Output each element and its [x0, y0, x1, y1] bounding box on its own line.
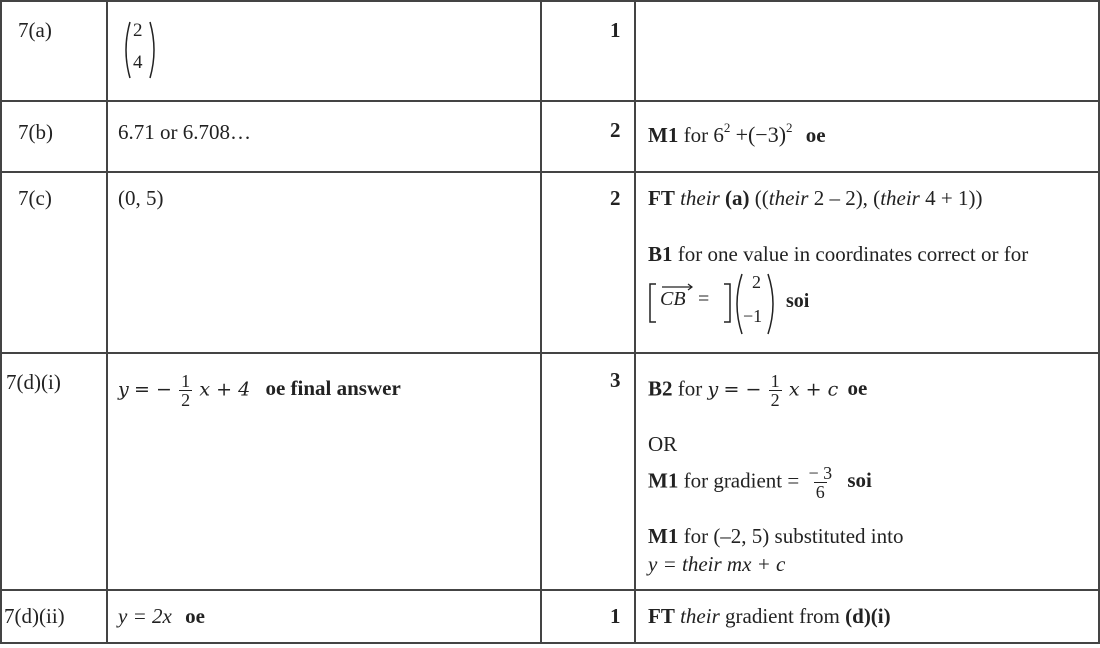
row-border: [0, 642, 1100, 644]
guidance-note: [648, 242, 1028, 267]
numerator: − 3: [808, 463, 833, 483]
note-qualifier: oe: [185, 604, 205, 628]
note-text: ((: [754, 186, 769, 210]
note-text: 2 – 2), (: [813, 186, 881, 210]
math-base: 6: [713, 123, 724, 147]
column-border: [634, 0, 636, 644]
math-term: +(−3): [735, 122, 787, 147]
marks: 1: [610, 18, 621, 42]
numerator: 1: [770, 371, 780, 391]
question-number: 7(d)(i): [6, 370, 61, 394]
question-number: 7(a): [18, 18, 52, 42]
question-number: 7(b): [18, 120, 53, 144]
note-text: their: [680, 604, 720, 628]
note-text: for: [677, 376, 703, 401]
fraction: [806, 464, 834, 501]
column-border: [0, 0, 2, 644]
note-text: their: [680, 186, 720, 210]
answer-text: (0, 5): [118, 186, 164, 210]
math-var: y: [118, 378, 129, 401]
row-border: [0, 352, 1100, 354]
denominator: 2: [770, 390, 780, 410]
mark-code: B2: [648, 376, 673, 401]
fraction: [179, 372, 192, 409]
math-term: x + c: [788, 378, 839, 401]
row-border: [0, 100, 1100, 102]
marks: 2: [610, 118, 621, 142]
note-text: for (–2, 5) substituted into: [683, 524, 904, 548]
vector-expression: [646, 270, 810, 338]
vector-bottom: −1: [743, 306, 763, 326]
note-text: for one value in coordinates correct or for: [677, 242, 1029, 266]
note-text: their: [768, 186, 809, 210]
math-term: x + 4: [199, 378, 251, 401]
note-text: their: [880, 186, 920, 210]
denominator: 2: [181, 390, 191, 410]
math-var: y: [707, 378, 719, 401]
question-number: 7(d)(ii): [4, 604, 65, 628]
note-text: for: [683, 123, 709, 147]
question-number: 7(c): [18, 186, 52, 210]
mark-code: M1: [648, 524, 679, 548]
row-border: [0, 171, 1100, 173]
mark-code: M1: [648, 468, 679, 493]
note-qualifier: oe: [847, 376, 868, 401]
guidance-note: [648, 524, 903, 549]
row-border: [0, 0, 1100, 2]
note-qualifier: oe: [805, 123, 826, 147]
note-qualifier: soi: [847, 468, 872, 493]
marks: 2: [610, 186, 621, 210]
answer-equation: [118, 372, 401, 409]
marks: 1: [610, 604, 621, 628]
guidance-note: [648, 186, 982, 211]
fraction: [769, 372, 782, 409]
note-text: gradient from: [725, 604, 840, 628]
note-qualifier: soi: [786, 290, 810, 312]
mark-code: M1: [648, 123, 679, 147]
math-exponent: 2: [723, 120, 731, 135]
row-border: [0, 589, 1100, 591]
column-border: [106, 0, 108, 644]
guidance-note: [648, 372, 867, 409]
note-text: 4 + 1)): [925, 186, 983, 210]
vector-bottom: 4: [133, 52, 143, 73]
mark-code: FT: [648, 604, 675, 628]
numerator: 1: [181, 371, 191, 391]
math-op: = −: [723, 378, 762, 401]
note-text: (d)(i): [845, 604, 891, 628]
guidance-note: [648, 604, 891, 629]
vector-top: 2: [133, 20, 143, 41]
note-text: for gradient =: [683, 468, 800, 493]
note-qualifier: oe final answer: [265, 376, 401, 401]
denominator: 6: [815, 482, 825, 502]
guidance-note: [648, 464, 872, 501]
mark-code: B1: [648, 242, 673, 266]
guidance-note: OR: [648, 432, 678, 456]
guidance-note: y = their mx + c: [648, 552, 786, 576]
math-op: = −: [133, 378, 172, 401]
equals-sign: =: [698, 288, 710, 310]
mark-code: FT: [648, 186, 675, 210]
marks: 3: [610, 368, 621, 392]
vector-top: 2: [752, 272, 761, 292]
answer-text: y = 2x: [118, 604, 172, 628]
math-exponent: 2: [786, 120, 793, 135]
vector-label: CB: [660, 288, 686, 310]
column-vector: [120, 18, 160, 82]
column-border: [540, 0, 542, 644]
note-text: (a): [725, 186, 750, 210]
guidance-note: [648, 120, 826, 148]
answer-text: 6.71 or 6.708…: [118, 120, 251, 144]
answer-equation: [118, 604, 205, 629]
